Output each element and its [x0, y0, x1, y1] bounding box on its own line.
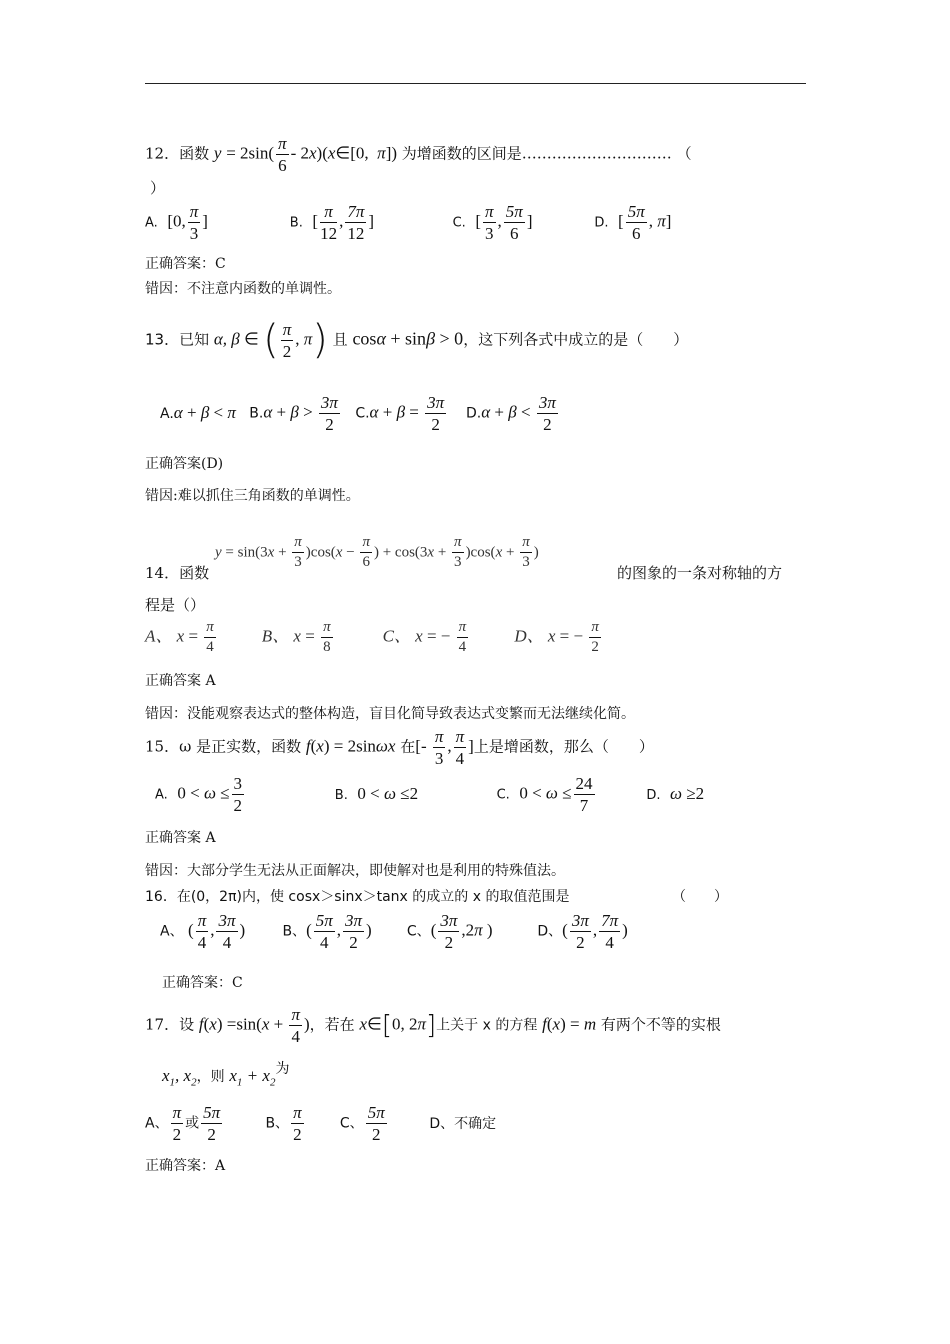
q12-option-b: B. [ $\frac{\pi}{12}$ , $\frac{7\pi}{12}$ ]	[289, 202, 375, 243]
q16-option-c: C、( $\frac{3\pi}{2}$ ,2π )	[406, 911, 493, 952]
q17-option-a: A、 $\frac{\pi}{2}$ 或 $\frac{5\pi}{2}$	[145, 1103, 221, 1144]
q17-sum: $x_1 + x_2$	[229, 1066, 276, 1089]
q15-cause: 错因：大部分学生无法从正面解决，即使解对也是利用的特殊值法。	[145, 863, 565, 879]
q14-line2: 程是（）	[145, 596, 206, 614]
q13-cause: 错因:难以抓住三角函数的单调性。	[145, 488, 360, 504]
q14-options	[145, 620, 603, 655]
q15-stem: 15．ω 是正实数，函数 f(x) = 2sinωx 在[- $\frac{\pi}{3}$ , $\frac{\pi}{4}$ ]上是增函数，那么（ ）	[145, 727, 654, 768]
q17-option-b: B、 $\frac{\pi}{2}$	[265, 1103, 302, 1144]
q17-stem: 17．设 f(x) =sin(x + $\frac{\pi}{4}$ )，若在 x∈[0, 2π]上关于 x 的方程 f(x) = m 有两个不等的实根	[145, 1005, 721, 1046]
q16-options	[160, 912, 628, 951]
q12-stem: 12．函数 y = 2sin( $\frac{\pi}{6}$ - 2x)(x∈[0, π]) 为增函数的区间是………………………… （	[145, 134, 692, 175]
q13-options	[160, 394, 560, 433]
q15-answer: 正确答案 A	[145, 830, 216, 846]
q13-stem: 13．已知 α, β ∈ ( $\frac{\pi}{2}$ , π) 且 cosα + sinβ > 0，这下列各式中成立的是（ ）	[145, 317, 689, 363]
q14-option-c: C、 x = − $\frac{\pi}{4}$	[382, 619, 467, 655]
q14-formula: y = sin(3x + $\frac{\pi}{3}$ )cos(x − $\frac{\pi}{6}$ ) + cos(3x + $\frac{\pi}{3}$ )cos(x + $\frac{\pi}{3}$ )	[215, 534, 539, 570]
q14-option-b: B、 x = $\frac{\pi}{8}$	[261, 619, 331, 655]
q17-answer: 正确答案：A	[145, 1158, 226, 1174]
q13-tail: ，这下列各式中成立的是（ ）	[463, 330, 689, 349]
q16-bracket: （ ）	[672, 889, 728, 905]
q16-answer: 正确答案：C	[162, 975, 243, 991]
q17-roots: $x_1$, $x_2$	[162, 1066, 197, 1089]
q13-option-b: B.α + β > $\frac{3\pi}{2}$	[249, 393, 338, 434]
q16-option-a: A、 ( $\frac{\pi}{4}$ , $\frac{3\pi}{4}$ )	[160, 911, 246, 952]
q15-options	[155, 775, 704, 814]
q16-stem: 16．在(0，2π)内，使 cosx＞sinx＞tanx 的成立的 x 的取值范围是	[145, 889, 570, 905]
q12-tail: 为增函数的区间是………………………… （	[401, 144, 692, 163]
q17-options	[145, 1104, 496, 1143]
q14-tail: 的图象的一条对称轴的方	[617, 564, 783, 582]
q15-option-a: A. 0 < ω ≤ $\frac{3}{2}$	[155, 774, 243, 815]
q13-option-a: A.α + β < π	[160, 402, 236, 422]
q15-option-b: B. 0 < ω ≤2	[334, 783, 419, 803]
q12-close: ）	[150, 179, 166, 197]
q17-option-c: C、 $\frac{5\pi}{2}$	[339, 1103, 385, 1144]
q16-option-d: D、( $\frac{3\pi}{2}$ , $\frac{7\pi}{4}$ )	[537, 911, 628, 952]
q15-option-d: D. ω ≥2	[646, 783, 705, 803]
q14-option-a: A、 x = $\frac{\pi}{4}$	[145, 619, 214, 655]
q15-option-c: C. 0 < ω ≤ $\frac{24}{7}$	[496, 774, 593, 815]
q16-option-b: B、( $\frac{5\pi}{4}$ , $\frac{3\pi}{2}$ )	[282, 911, 372, 952]
q14-option-d: D、 x = − $\frac{\pi}{2}$	[514, 619, 599, 655]
q14-cause: 错因：没能观察表达式的整体构造，盲目化简导致表达式变繁而无法继续化简。	[145, 706, 635, 722]
q14-num: 14．函数	[145, 564, 210, 582]
q14-answer: 正确答案 A	[145, 673, 216, 689]
q12-answer: 正确答案：C	[145, 256, 226, 272]
q12-option-a: A. [0, $\frac{\pi}{3}$ ]	[145, 202, 208, 243]
q13-answer: 正确答案(D)	[145, 456, 224, 472]
q12-option-d: D. [ $\frac{5\pi}{6}$ , π]	[594, 202, 672, 243]
q13-option-d: D.α + β < $\frac{3\pi}{2}$	[465, 393, 556, 434]
q13-option-c: C.α + β = $\frac{3\pi}{2}$	[355, 393, 445, 434]
q12-options	[145, 203, 671, 242]
q12-option-c: C. [ $\frac{\pi}{3}$ , $\frac{5\pi}{6}$ ]	[452, 202, 533, 243]
q12-cause: 错因：不注意内函数的单调性。	[145, 281, 341, 297]
q17-line2: $x_1$, $x_2$，则 $x_1 + x_2$为	[162, 1061, 290, 1089]
q17-option-d: D、不确定	[429, 1115, 497, 1132]
header-rule	[145, 83, 806, 84]
q12-formula: y	[213, 143, 222, 163]
